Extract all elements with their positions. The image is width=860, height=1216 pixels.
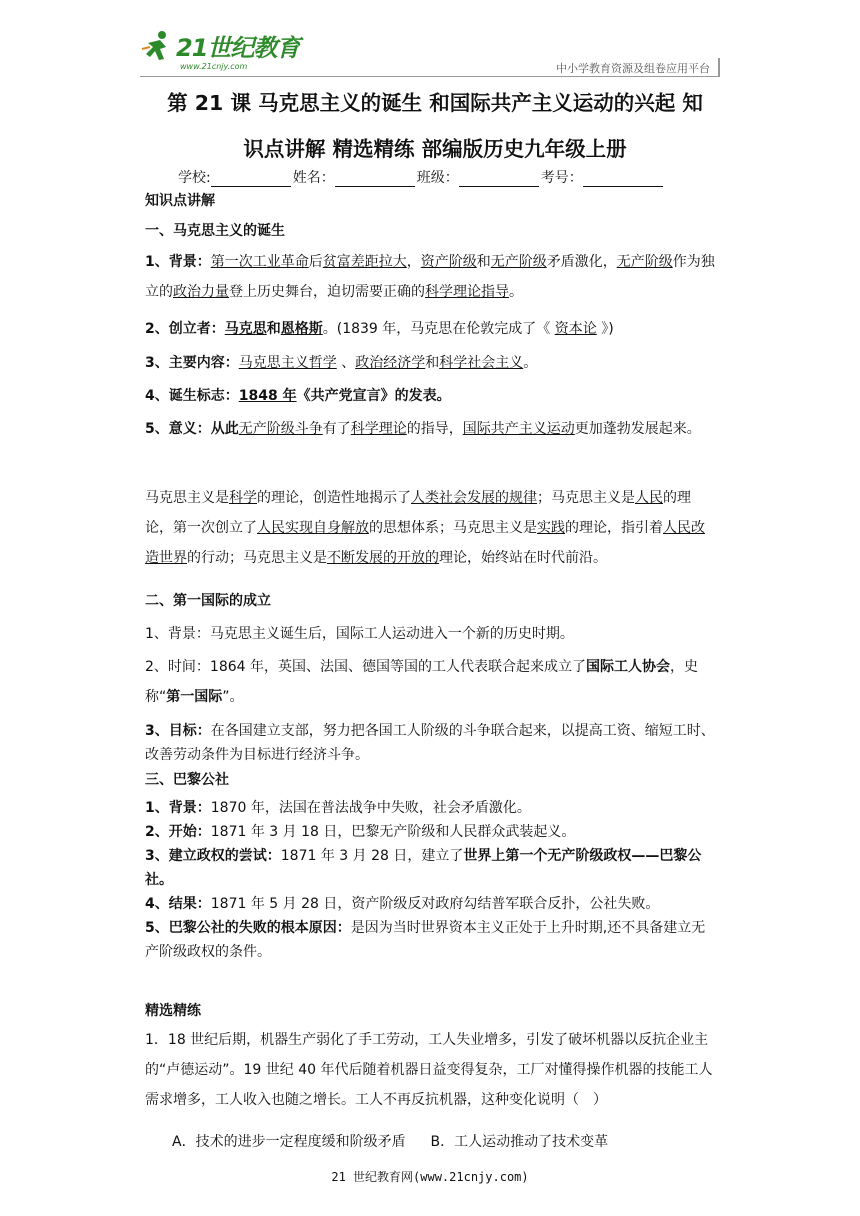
student-info <box>178 167 665 187</box>
platform-name: 中小学教育资源及组卷应用平台 <box>556 62 710 75</box>
option-b[interactable]: B．工人运动推动了技术变革 <box>430 1134 609 1150</box>
page-footer: 21 世纪教育网(www.21cnjy.com) <box>331 1170 529 1184</box>
logo-text: 21世纪教育 <box>176 34 300 62</box>
page-title-line1: 第 21 课 马克思主义的诞生 和国际共产主义运动的兴起 知 <box>167 91 703 115</box>
practice-heading: 精选精练 <box>145 1003 201 1019</box>
school-label: 学校: <box>178 170 211 186</box>
question-1: 1．18 世纪后期，机器生产弱化了手工劳动，工人失业增多，引发了破坏机器以反抗企业主的“卢德运动”。19 世纪 40 年代后随着机器日益变得复杂，工厂对懂得操作机器的技能工人需求增多，工人收入也随之增长。工人不再反抗机器，这种变化说明（ ） <box>145 1032 713 1108</box>
s3-item-2: 2、开始：1871 年 3 月 18 日，巴黎无产阶级和人民群众武装起义。 <box>145 824 576 840</box>
s2-goal: 3、目标：在各国建立支部，努力把各国工人阶级的斗争联合起来，以提高工资、缩短工时、改善劳动条件为目标进行经济斗争。 <box>145 723 715 763</box>
s1-background: 1、背景：第一次工业革命后贫富差距拉大，资产阶级和无产阶级矛盾激化，无产阶级作为独立的政治力量登上历史舞台，迫切需要正确的科学理论指导。 <box>145 254 715 300</box>
s1-content: 3、主要内容：马克思主义哲学 、政治经济学和科学社会主义。 <box>145 355 538 371</box>
s2-background: 1、背景：马克思主义诞生后，国际工人运动进入一个新的历史时期。 <box>145 626 574 642</box>
s2-time: 2、时间：1864 年，英国、法国、德国等国的工人代表联合起来成立了国际工人协会，史称“第一国际”。 <box>145 659 698 705</box>
page-header <box>140 28 720 78</box>
class-label: 班级： <box>416 170 459 186</box>
header-divider-bar <box>718 58 720 76</box>
name-blank[interactable] <box>335 172 415 187</box>
class-blank[interactable] <box>459 172 539 187</box>
s1-heading: 一、马克思主义的诞生 <box>145 223 285 239</box>
page-title-line2: 识点讲解 精选精练 部编版历史九年级上册 <box>243 137 627 161</box>
option-a[interactable]: A．技术的进步一定程度缓和阶级矛盾 <box>172 1134 406 1150</box>
runner-logo-icon <box>140 29 174 63</box>
s3-item-1: 1、背景：1870 年，法国在普法战争中失败，社会矛盾激化。 <box>145 800 531 816</box>
header-rule <box>140 76 720 77</box>
logo <box>140 28 299 63</box>
s3-item-3: 3、建立政权的尝试：1871 年 3 月 28 日，建立了世界上第一个无产阶级政权——巴黎公社。 <box>145 848 702 888</box>
s3-items <box>145 796 717 964</box>
s1-significance: 5、意义：从此无产阶级斗争有了科学理论的指导，国际共产主义运动更加蓬勃发展起来。 <box>145 421 701 437</box>
s1-paragraph: 马克思主义是科学的理论，创造性地揭示了人类社会发展的规律；马克思主义是人民的理论，第一次创立了人民实现自身解放的思想体系；马克思主义是实践的理论，指引着人民改造世界的行动；马克思主义是不断发展的开放的理论，始终站在时代前沿。 <box>145 490 705 566</box>
exam-no-blank[interactable] <box>583 172 663 187</box>
name-label: 姓名： <box>292 170 335 186</box>
s3-item-4: 4、结果：1871 年 5 月 28 日，资产阶级反对政府勾结普军联合反扑，公社失败。 <box>145 896 660 912</box>
s2-heading: 二、第一国际的成立 <box>145 593 271 609</box>
school-blank[interactable] <box>211 172 291 187</box>
question-1-options <box>172 1127 744 1157</box>
exam-no-label: 考号： <box>540 170 583 186</box>
s1-mark: 4、诞生标志：1848 年《共产党宣言》的发表。 <box>145 388 451 404</box>
section-knowledge-heading: 知识点讲解 <box>145 193 215 209</box>
s1-founder: 2、创立者：马克思和恩格斯。(1839 年，马克思在伦敦完成了《 资本论 》) <box>145 321 614 337</box>
logo-url: www.21cnjy.com <box>180 62 248 71</box>
s3-item-5: 5、巴黎公社的失败的根本原因：是因为当时世界资本主义正处于上升时期,还不具备建立无产阶级政权的条件。 <box>145 920 706 960</box>
s3-heading: 三、巴黎公社 <box>145 772 229 788</box>
